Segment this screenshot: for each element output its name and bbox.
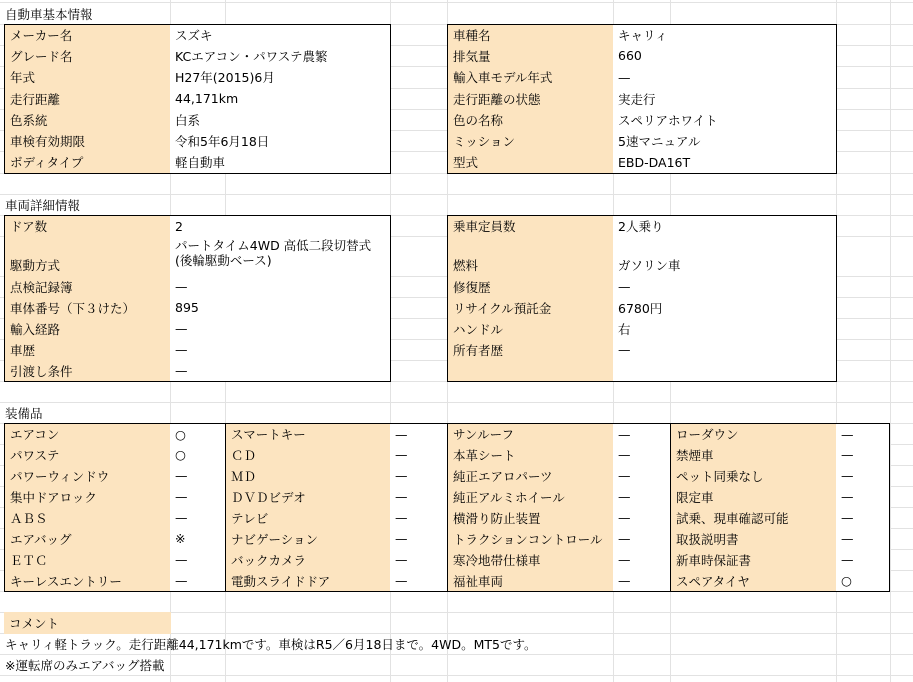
value-color-name: スペリアホワイト: [613, 109, 837, 131]
equipment-value: —: [836, 507, 890, 529]
equipment-value: ○: [836, 570, 890, 592]
equipment-label: 集中ドアロック: [4, 486, 171, 508]
value-mileage-status: 実走行: [613, 88, 837, 110]
value-inspection-expiry: 令和5年6月18日: [170, 130, 391, 152]
label-maker: メーカー名: [4, 24, 171, 46]
equipment-label: ＡＢＳ: [4, 507, 171, 529]
equipment-value: —: [390, 444, 448, 466]
equipment-label: 電動スライドドア: [225, 570, 391, 592]
label-inspection-expiry: 車検有効期限: [4, 130, 171, 152]
equipment-label: ローダウン: [670, 423, 837, 445]
section-title-basic: 自動車基本情報: [5, 6, 93, 22]
label-model-name: 車種名: [447, 24, 614, 46]
equipment-label: キーレスエントリー: [4, 570, 171, 592]
value-model-code: EBD-DA16T: [613, 151, 837, 174]
equipment-value: —: [613, 423, 671, 445]
equipment-value: —: [390, 465, 448, 487]
equipment-value: ※: [170, 528, 226, 550]
equipment-value: —: [836, 549, 890, 571]
equipment-label: スマートキー: [225, 423, 391, 445]
label-grade: グレード名: [4, 45, 171, 67]
label-body-type: ボディタイプ: [4, 151, 171, 174]
label-repair-history: 修復歴: [447, 276, 614, 298]
equipment-value: —: [613, 444, 671, 466]
equipment-label: ＤＶＤビデオ: [225, 486, 391, 508]
section-title-detail: 車両詳細情報: [5, 197, 81, 213]
value-repair-history: —: [613, 276, 837, 298]
equipment-value: —: [836, 486, 890, 508]
equipment-value: —: [390, 486, 448, 508]
equipment-value: —: [170, 486, 226, 508]
equipment-value: ○: [170, 423, 226, 445]
equipment-label: トラクションコントロール: [447, 528, 614, 550]
equipment-value: —: [613, 549, 671, 571]
equipment-value: —: [613, 507, 671, 529]
equipment-label: スペアタイヤ: [670, 570, 837, 592]
label-color-family: 色系統: [4, 109, 171, 131]
equipment-label: ナビゲーション: [225, 528, 391, 550]
value-delivery-conditions: —: [170, 360, 391, 382]
equipment-label: 取扱説明書: [670, 528, 837, 550]
equipment-value: —: [390, 528, 448, 550]
equipment-label: ＣＤ: [225, 444, 391, 466]
equipment-value: —: [613, 486, 671, 508]
label-drive-system: 駆動方式: [4, 236, 171, 277]
value-maker: スズキ: [170, 24, 391, 46]
value-fuel: ガソリン車: [613, 236, 837, 277]
value-grade: KCエアコン・パワステ農繁: [170, 45, 391, 67]
label-transmission: ミッション: [447, 130, 614, 152]
equipment-label: 寒冷地帯仕様車: [447, 549, 614, 571]
equipment-label: ＭＤ: [225, 465, 391, 487]
equipment-value: —: [170, 570, 226, 592]
equipment-label: バックカメラ: [225, 549, 391, 571]
equipment-value: —: [170, 549, 226, 571]
value-steering: 右: [613, 318, 837, 340]
value-color-family: 白系: [170, 109, 391, 131]
value-import-route: —: [170, 318, 391, 340]
value-drive-system-line2: (後輪駆動ベース): [175, 253, 272, 268]
equipment-label: 純正アルミホイール: [447, 486, 614, 508]
value-maintenance-record: —: [170, 276, 391, 298]
equipment-value: —: [836, 444, 890, 466]
label-vehicle-history: 車歴: [4, 339, 171, 361]
equipment-label: エアバッグ: [4, 528, 171, 550]
equipment-label: 限定車: [670, 486, 837, 508]
comment-label: コメント: [4, 612, 171, 634]
label-owner-history: 所有者歴: [447, 339, 614, 361]
equipment-label: 横滑り防止装置: [447, 507, 614, 529]
equipment-value: —: [613, 570, 671, 592]
label-delivery-conditions: 引渡し条件: [4, 360, 171, 382]
comment-line-2: ※運転席のみエアバッグ搭載: [5, 657, 165, 673]
equipment-value: —: [170, 507, 226, 529]
value-chassis-number: 895: [170, 297, 391, 319]
label-import-model-year: 輸入車モデル年式: [447, 66, 614, 89]
equipment-value: ○: [170, 444, 226, 466]
label-seating-capacity: 乗車定員数: [447, 215, 614, 237]
value-vehicle-history: —: [170, 339, 391, 361]
comment-line-1: キャリィ軽トラック。走行距離44,171kmです。車検はR5／6月18日まで。4WD。MT5です。: [5, 636, 537, 652]
label-mileage-status: 走行距離の状態: [447, 88, 614, 110]
value-empty: [613, 360, 837, 382]
value-mileage: 44,171km: [170, 88, 391, 110]
label-maintenance-record: 点検記録簿: [4, 276, 171, 298]
value-owner-history: —: [613, 339, 837, 361]
value-body-type: 軽自動車: [170, 151, 391, 174]
value-seating-capacity: 2人乗り: [613, 215, 837, 237]
equipment-value: —: [613, 465, 671, 487]
label-import-route: 輸入経路: [4, 318, 171, 340]
label-fuel: 燃料: [447, 236, 614, 277]
equipment-value: —: [390, 570, 448, 592]
equipment-value: —: [836, 465, 890, 487]
equipment-value: —: [390, 507, 448, 529]
label-mileage: 走行距離: [4, 88, 171, 110]
equipment-value: —: [836, 528, 890, 550]
equipment-label: 福祉車両: [447, 570, 614, 592]
label-displacement: 排気量: [447, 45, 614, 67]
label-chassis-number: 車体番号（下３けた）: [4, 297, 171, 319]
label-recycling-deposit: リサイクル預託金: [447, 297, 614, 319]
value-year: H27年(2015)6月: [170, 66, 391, 89]
label-empty: [447, 360, 614, 382]
equipment-label: パワーウィンドウ: [4, 465, 171, 487]
value-displacement: 660: [613, 45, 837, 67]
section-title-equipment: 装備品: [5, 405, 43, 421]
equipment-label: テレビ: [225, 507, 391, 529]
value-doors: 2: [170, 215, 391, 237]
label-model-code: 型式: [447, 151, 614, 174]
value-drive-system-line1: パートタイム4WD 高低二段切替式: [175, 238, 372, 253]
equipment-label: パワステ: [4, 444, 171, 466]
label-steering: ハンドル: [447, 318, 614, 340]
value-model-name: キャリィ: [613, 24, 837, 46]
equipment-label: 試乗、現車確認可能: [670, 507, 837, 529]
equipment-label: ペット同乗なし: [670, 465, 837, 487]
label-year: 年式: [4, 66, 171, 89]
equipment-label: 本革シート: [447, 444, 614, 466]
label-color-name: 色の名称: [447, 109, 614, 131]
equipment-label: サンルーフ: [447, 423, 614, 445]
equipment-label: エアコン: [4, 423, 171, 445]
value-recycling-deposit: 6780円: [613, 297, 837, 319]
value-import-model-year: —: [613, 66, 837, 89]
equipment-value: —: [390, 549, 448, 571]
label-doors: ドア数: [4, 215, 171, 237]
equipment-value: —: [613, 528, 671, 550]
equipment-value: —: [170, 465, 226, 487]
equipment-label: ＥＴＣ: [4, 549, 171, 571]
equipment-label: 純正エアロパーツ: [447, 465, 614, 487]
equipment-value: —: [390, 423, 448, 445]
equipment-label: 禁煙車: [670, 444, 837, 466]
value-transmission: 5速マニュアル: [613, 130, 837, 152]
equipment-label: 新車時保証書: [670, 549, 837, 571]
equipment-value: —: [836, 423, 890, 445]
value-drive-system: [170, 236, 391, 277]
